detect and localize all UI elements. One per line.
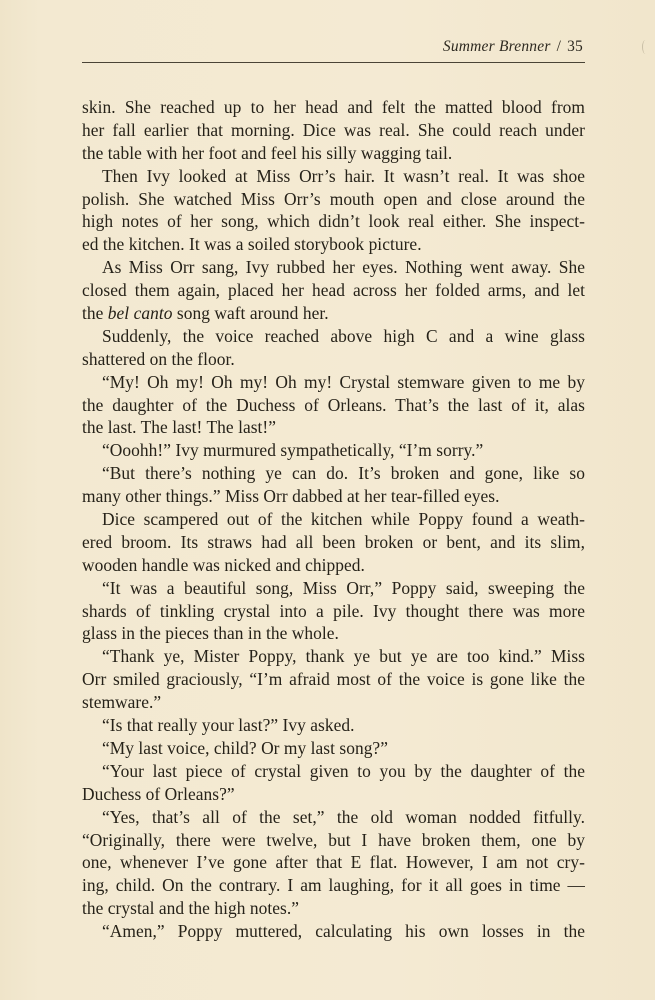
text-line: “My last voice, child? Or my last song?”	[102, 737, 388, 758]
text-line: “My! Oh my! Oh my! Oh my! Crystal stemware given to me by	[102, 371, 585, 392]
text-line: “Originally, there were twelve, but I have broken them, one by	[82, 829, 585, 850]
text-line: Dice scampered out of the kitchen while Poppy found a weath-	[102, 509, 585, 530]
text-line: Then Ivy looked at Miss Orr’s hair. It wasn’t real. It was shoe	[102, 165, 585, 186]
text-line: “Thank ye, Mister Poppy, thank ye but ye are too kind.” Miss	[102, 646, 585, 667]
text-line: high notes of her song, which didn’t look real either. She inspect-	[82, 211, 585, 232]
text-line: one, whenever I’ve gone after that E flat. However, I am not cry-	[82, 852, 585, 873]
text-line: ered broom. Its straws had all been broken or bent, and its slim,	[82, 531, 585, 552]
text-line: ing, child. On the contrary. I am laughing, for it all goes in time —	[82, 875, 585, 896]
header-text	[443, 38, 583, 56]
text-line: “It was a beautiful song, Miss Orr,” Poppy said, sweeping the	[102, 577, 585, 598]
text-line: closed them again, placed her head across her folded arms, and let	[82, 280, 585, 301]
text-line: Orr smiled graciously, “I’m afraid most of the voice is gone like the	[82, 669, 585, 690]
text-line: the last. The last! The last!”	[82, 417, 277, 438]
text-line: glass in the pieces than in the whole.	[82, 623, 339, 644]
page-edge-mark	[642, 40, 649, 54]
text-span: song waft around her.	[172, 303, 329, 324]
text-line: As Miss Orr sang, Ivy rubbed her eyes. Nothing went away. She	[102, 257, 585, 278]
text-line: polish. She watched Miss Orr’s mouth open and close around the	[82, 188, 585, 209]
body-text	[82, 96, 585, 943]
text-line: ed the kitchen. It was a soiled storybook picture.	[82, 234, 422, 255]
text-line: the table with her foot and feel his silly wagging tail.	[82, 142, 453, 163]
text-line: Duchess of Orleans?”	[82, 783, 235, 804]
page-number: 35	[567, 38, 583, 55]
text-line	[82, 302, 585, 325]
text-line: “Is that really your last?” Ivy asked.	[102, 715, 355, 736]
italic-phrase: bel canto	[107, 303, 173, 324]
text-line: shattered on the floor.	[82, 348, 235, 369]
text-span: the	[82, 303, 108, 324]
text-line: “Amen,” Poppy muttered, calculating his own losses in the	[102, 921, 585, 942]
text-line: the crystal and the high notes.”	[82, 898, 299, 919]
text-line: shards of tinkling crystal into a pile. Ivy thought there was more	[82, 600, 585, 621]
text-line: “Yes, that’s all of the set,” the old woman nodded fitfully.	[102, 806, 585, 827]
text-line: “Ooohh!” Ivy murmured sympathetically, “I’m sorry.”	[102, 440, 484, 461]
text-line: wooden handle was nicked and chipped.	[82, 554, 365, 575]
header-separator: /	[556, 38, 562, 55]
text-line: “But there’s nothing ye can do. It’s broken and gone, like so	[102, 463, 585, 484]
text-line: her fall earlier that morning. Dice was real. She could reach under	[82, 119, 585, 140]
text-line: many other things.” Miss Orr dabbed at her tear-filled eyes.	[82, 486, 500, 507]
header-author: Summer Brenner	[442, 38, 551, 55]
text-line: stemware.”	[82, 692, 162, 713]
text-line: “Your last piece of crystal given to you by the daughter of the	[102, 760, 585, 781]
text-line: skin. She reached up to her head and felt the matted blood from	[82, 97, 585, 117]
text-line: Suddenly, the voice reached above high C and a wine glass	[102, 325, 585, 346]
text-line: the daughter of the Duchess of Orleans. That’s the last of it, alas	[82, 394, 585, 415]
running-header	[82, 36, 585, 63]
